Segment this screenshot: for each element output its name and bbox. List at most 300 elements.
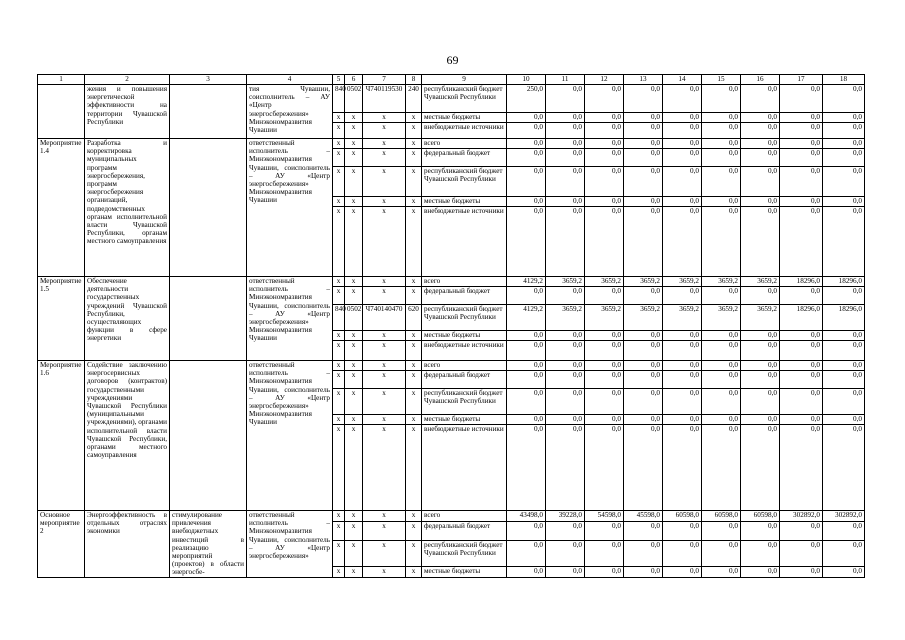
funding-source: республиканский бюджет Чувашской Республики (422, 305, 507, 331)
budget-code-c6: 0502 (345, 85, 363, 113)
budget-code-c7: Ч740140470 (363, 305, 406, 331)
funding-value: 0,0 (624, 207, 663, 277)
budget-code-c6: x (345, 425, 363, 511)
budget-code-c5: x (333, 361, 345, 371)
funding-source: всего (422, 361, 507, 371)
funding-value: 0,0 (624, 331, 663, 341)
funding-value: 4129,2 (507, 277, 546, 287)
funding-value: 60598,0 (663, 511, 702, 522)
funding-value: 0,0 (741, 167, 780, 197)
column-number: 4 (247, 75, 333, 85)
funding-value: 18296,0 (823, 305, 865, 331)
funding-source: местные бюджеты (422, 197, 507, 207)
funding-value: 0,0 (823, 361, 865, 371)
funding-value: 0,0 (507, 197, 546, 207)
budget-code-c7: x (363, 331, 406, 341)
funding-value: 0,0 (702, 149, 741, 167)
funding-value: 0,0 (585, 415, 624, 425)
funding-value: 18296,0 (780, 305, 823, 331)
column-number: 7 (363, 75, 406, 85)
funding-value: 0,0 (780, 149, 823, 167)
budget-code-c8: x (406, 415, 422, 425)
funding-value: 0,0 (507, 415, 546, 425)
funding-value: 0,0 (780, 123, 823, 139)
budget-code-c7: Ч740119530 (363, 85, 406, 113)
funding-value: 0,0 (663, 331, 702, 341)
budget-code-c5: x (333, 425, 345, 511)
budget-code-c7: x (363, 371, 406, 389)
funding-value: 0,0 (702, 371, 741, 389)
budget-code-c7: x (363, 277, 406, 287)
funding-value: 0,0 (624, 415, 663, 425)
funding-value: 0,0 (663, 371, 702, 389)
funding-value: 0,0 (507, 521, 546, 540)
budget-code-c5: x (333, 167, 345, 197)
funding-source: республиканский бюджет Чувашской Республики (422, 541, 507, 567)
funding-value: 0,0 (780, 521, 823, 540)
funding-value: 0,0 (585, 521, 624, 540)
budget-code-c5: x (333, 371, 345, 389)
budget-code-c8: x (406, 566, 422, 577)
funding-value: 0,0 (624, 425, 663, 511)
funding-value: 0,0 (780, 425, 823, 511)
funding-value: 0,0 (702, 139, 741, 149)
column-number: 5 (333, 75, 345, 85)
budget-code-c8: x (406, 521, 422, 540)
budget-code-c6: x (345, 113, 363, 123)
funding-value: 0,0 (663, 341, 702, 361)
funding-value: 0,0 (546, 371, 585, 389)
funding-value: 0,0 (780, 331, 823, 341)
budget-code-c8: x (406, 197, 422, 207)
measure-code (38, 85, 85, 139)
budget-code-c5: x (333, 207, 345, 277)
funding-value: 0,0 (624, 149, 663, 167)
budget-code-c8: x (406, 113, 422, 123)
funding-value: 0,0 (624, 287, 663, 305)
funding-value: 0,0 (585, 425, 624, 511)
budget-code-c5: x (333, 389, 345, 415)
budget-code-c5: x (333, 541, 345, 567)
funding-value: 0,0 (741, 541, 780, 567)
column-number: 18 (823, 75, 865, 85)
budget-code-c7: x (363, 566, 406, 577)
funding-value: 3659,2 (663, 277, 702, 287)
budget-code-c6: x (345, 511, 363, 522)
funding-value: 0,0 (702, 541, 741, 567)
funding-value: 0,0 (585, 389, 624, 415)
funding-value: 0,0 (663, 207, 702, 277)
funding-value: 0,0 (507, 113, 546, 123)
budget-code-c6: x (345, 415, 363, 425)
measure-goal (170, 361, 247, 511)
funding-value: 0,0 (546, 331, 585, 341)
budget-code-c5: x (333, 341, 345, 361)
measure-code: Мероприятие 1.4 (38, 139, 85, 277)
funding-value: 0,0 (585, 541, 624, 567)
funding-source: местные бюджеты (422, 113, 507, 123)
funding-value: 3659,2 (741, 305, 780, 331)
funding-value: 0,0 (663, 415, 702, 425)
funding-value: 0,0 (507, 287, 546, 305)
funding-value: 0,0 (585, 287, 624, 305)
funding-source: всего (422, 139, 507, 149)
table-row (38, 85, 865, 113)
funding-value: 0,0 (585, 149, 624, 167)
funding-source: федеральный бюджет (422, 521, 507, 540)
funding-value: 0,0 (546, 85, 585, 113)
funding-value: 3659,2 (546, 277, 585, 287)
budget-code-c8: x (406, 511, 422, 522)
measure-name: Разработка и корректировка муниципальных программ энергосбережения, программ энергосбережения организаций, подведомственных органам исполнительной власти Чувашской Республики, органам местного самоуправления (85, 139, 170, 277)
funding-value: 0,0 (823, 139, 865, 149)
column-number: 11 (546, 75, 585, 85)
funding-value: 0,0 (546, 149, 585, 167)
budget-code-c8: x (406, 207, 422, 277)
budget-code-c5: x (333, 511, 345, 522)
funding-value: 0,0 (546, 167, 585, 197)
funding-value: 0,0 (624, 167, 663, 197)
funding-source: федеральный бюджет (422, 287, 507, 305)
budget-code-c6: x (345, 167, 363, 197)
funding-value: 0,0 (780, 541, 823, 567)
funding-value: 0,0 (823, 197, 865, 207)
funding-value: 0,0 (741, 341, 780, 361)
funding-value: 45598,0 (624, 511, 663, 522)
funding-value: 0,0 (741, 331, 780, 341)
funding-value: 0,0 (624, 197, 663, 207)
budget-code-c8: x (406, 139, 422, 149)
funding-value: 0,0 (741, 521, 780, 540)
funding-source: местные бюджеты (422, 566, 507, 577)
funding-value: 0,0 (546, 123, 585, 139)
funding-value: 0,0 (780, 197, 823, 207)
funding-value: 0,0 (663, 123, 702, 139)
funding-value: 3659,2 (702, 277, 741, 287)
budget-code-c7: x (363, 287, 406, 305)
funding-value: 0,0 (741, 197, 780, 207)
funding-value: 43498,0 (507, 511, 546, 522)
column-number: 8 (406, 75, 422, 85)
budget-code-c7: x (363, 521, 406, 540)
funding-source: федеральный бюджет (422, 149, 507, 167)
funding-source: республиканский бюджет Чувашской Республики (422, 167, 507, 197)
budget-code-c6: x (345, 149, 363, 167)
funding-value: 0,0 (702, 287, 741, 305)
funding-value: 3659,2 (741, 277, 780, 287)
funding-value: 0,0 (823, 123, 865, 139)
funding-value: 0,0 (823, 389, 865, 415)
budget-code-c6: x (345, 331, 363, 341)
funding-value: 0,0 (546, 521, 585, 540)
column-number: 14 (663, 75, 702, 85)
funding-value: 3659,2 (702, 305, 741, 331)
funding-value: 0,0 (823, 287, 865, 305)
budget-code-c6: x (345, 287, 363, 305)
funding-value: 0,0 (585, 371, 624, 389)
funding-value: 0,0 (624, 389, 663, 415)
funding-value: 0,0 (663, 113, 702, 123)
budget-code-c5: 840 (333, 305, 345, 331)
funding-value: 0,0 (663, 425, 702, 511)
funding-source: внебюджетные источники (422, 123, 507, 139)
budget-code-c7: x (363, 149, 406, 167)
measure-code: Мероприятие 1.5 (38, 277, 85, 361)
funding-value: 3659,2 (546, 305, 585, 331)
funding-value: 0,0 (702, 341, 741, 361)
funding-value: 0,0 (507, 167, 546, 197)
funding-value: 0,0 (702, 167, 741, 197)
funding-value: 0,0 (780, 85, 823, 113)
table-body (38, 75, 865, 578)
funding-value: 0,0 (741, 149, 780, 167)
funding-value: 0,0 (702, 113, 741, 123)
budget-code-c6: x (345, 197, 363, 207)
measure-name: Обеспечение деятельности государственных учреждений Чувашской Республики, осуществляющих функции в сфере энергетики (85, 277, 170, 361)
budget-code-c5: x (333, 139, 345, 149)
table-row (38, 139, 865, 149)
funding-value: 0,0 (624, 139, 663, 149)
budget-code-c8: x (406, 167, 422, 197)
budget-code-c8: x (406, 541, 422, 567)
measure-goal (170, 277, 247, 361)
funding-value: 0,0 (546, 389, 585, 415)
funding-value: 3659,2 (663, 305, 702, 331)
funding-value: 0,0 (823, 541, 865, 567)
funding-value: 0,0 (585, 566, 624, 577)
funding-value: 0,0 (663, 167, 702, 197)
budget-code-c8: x (406, 277, 422, 287)
funding-value: 39228,0 (546, 511, 585, 522)
funding-value: 0,0 (624, 361, 663, 371)
funding-value: 0,0 (780, 167, 823, 197)
funding-value: 0,0 (741, 207, 780, 277)
funding-value: 0,0 (585, 85, 624, 113)
funding-source: республиканский бюджет Чувашской Республики (422, 389, 507, 415)
budget-code-c7: x (363, 113, 406, 123)
column-number: 16 (741, 75, 780, 85)
funding-value: 0,0 (546, 361, 585, 371)
funding-value: 0,0 (624, 113, 663, 123)
measure-goal (170, 85, 247, 139)
budget-code-c8: x (406, 341, 422, 361)
funding-value: 0,0 (823, 371, 865, 389)
budget-code-c8: x (406, 389, 422, 415)
funding-value: 0,0 (741, 371, 780, 389)
table-row (38, 277, 865, 287)
funding-value: 0,0 (741, 113, 780, 123)
budget-code-c8: x (406, 371, 422, 389)
funding-value: 0,0 (624, 85, 663, 113)
funding-value: 0,0 (507, 149, 546, 167)
funding-value: 0,0 (507, 425, 546, 511)
funding-value: 0,0 (585, 341, 624, 361)
budget-code-c7: x (363, 123, 406, 139)
funding-value: 0,0 (823, 113, 865, 123)
measure-executor: ответственный исполнитель – Минэкономразвития Чувашии, соисполнитель – АУ «Центр энергосбережения» Минэкономразвития Чувашии (247, 139, 333, 277)
budget-code-c7: x (363, 167, 406, 197)
funding-value: 0,0 (823, 167, 865, 197)
funding-value: 0,0 (741, 361, 780, 371)
funding-value: 0,0 (585, 207, 624, 277)
funding-value: 0,0 (702, 425, 741, 511)
budget-code-c6: x (345, 123, 363, 139)
funding-value: 0,0 (702, 415, 741, 425)
column-number: 2 (85, 75, 170, 85)
funding-value: 0,0 (741, 389, 780, 415)
measure-code: Основное мероприятие 2 (38, 511, 85, 578)
budget-code-c7: x (363, 197, 406, 207)
budget-code-c8: x (406, 425, 422, 511)
column-number: 1 (38, 75, 85, 85)
funding-value: 0,0 (624, 521, 663, 540)
funding-value: 0,0 (546, 207, 585, 277)
funding-value: 0,0 (702, 197, 741, 207)
funding-value: 0,0 (663, 389, 702, 415)
budget-code-c6: x (345, 521, 363, 540)
page-number: 69 (446, 53, 459, 67)
funding-value: 0,0 (780, 361, 823, 371)
funding-value: 0,0 (702, 85, 741, 113)
funding-value: 0,0 (507, 361, 546, 371)
column-number: 3 (170, 75, 247, 85)
column-number-row (38, 75, 865, 85)
budget-code-c7: x (363, 541, 406, 567)
funding-source: внебюджетные источники (422, 207, 507, 277)
funding-value: 0,0 (780, 566, 823, 577)
funding-value: 0,0 (741, 415, 780, 425)
budget-table (37, 74, 865, 578)
funding-value: 0,0 (823, 415, 865, 425)
funding-value: 0,0 (780, 341, 823, 361)
funding-value: 0,0 (780, 287, 823, 305)
funding-value: 0,0 (585, 331, 624, 341)
funding-value: 0,0 (507, 139, 546, 149)
column-number: 12 (585, 75, 624, 85)
funding-value: 4129,2 (507, 305, 546, 331)
budget-code-c6: x (345, 361, 363, 371)
funding-value: 18296,0 (780, 277, 823, 287)
funding-value: 0,0 (546, 415, 585, 425)
funding-value: 302892,0 (823, 511, 865, 522)
funding-value: 0,0 (507, 389, 546, 415)
funding-value: 0,0 (624, 341, 663, 361)
funding-value: 0,0 (823, 85, 865, 113)
budget-code-c8: x (406, 149, 422, 167)
budget-code-c6: x (345, 541, 363, 567)
funding-value: 60598,0 (741, 511, 780, 522)
funding-value: 0,0 (823, 425, 865, 511)
budget-code-c5: x (333, 331, 345, 341)
funding-source: федеральный бюджет (422, 371, 507, 389)
budget-code-c5: x (333, 287, 345, 305)
funding-value: 0,0 (507, 331, 546, 341)
funding-value: 0,0 (546, 113, 585, 123)
funding-value: 0,0 (585, 113, 624, 123)
budget-code-c7: x (363, 415, 406, 425)
budget-code-c8: x (406, 123, 422, 139)
funding-value: 0,0 (702, 566, 741, 577)
funding-value: 0,0 (823, 331, 865, 341)
funding-value: 54598,0 (585, 511, 624, 522)
funding-value: 0,0 (585, 123, 624, 139)
funding-value: 0,0 (585, 197, 624, 207)
table-row (38, 361, 865, 371)
budget-code-c5: x (333, 521, 345, 540)
funding-value: 0,0 (585, 167, 624, 197)
funding-value: 0,0 (663, 287, 702, 305)
budget-code-c6: x (345, 389, 363, 415)
funding-value: 0,0 (507, 341, 546, 361)
funding-value: 302892,0 (780, 511, 823, 522)
funding-value: 3659,2 (624, 277, 663, 287)
budget-code-c8: 240 (406, 85, 422, 113)
funding-value: 0,0 (823, 341, 865, 361)
funding-source: внебюджетные источники (422, 341, 507, 361)
funding-value: 0,0 (663, 361, 702, 371)
funding-value: 0,0 (663, 149, 702, 167)
funding-value: 0,0 (507, 541, 546, 567)
funding-value: 0,0 (741, 566, 780, 577)
budget-code-c6: x (345, 371, 363, 389)
funding-value: 0,0 (546, 139, 585, 149)
funding-value: 0,0 (507, 371, 546, 389)
measure-executor: ответственный исполнитель – Минэкономразвития Чувашии, соисполнитель – АУ «Центр энергосбережения» Минэкономразвития Чувашии (247, 361, 333, 511)
budget-code-c7: x (363, 361, 406, 371)
budget-code-c5: x (333, 123, 345, 139)
funding-value: 0,0 (624, 123, 663, 139)
funding-value: 0,0 (624, 371, 663, 389)
funding-value: 0,0 (741, 85, 780, 113)
budget-code-c7: x (363, 341, 406, 361)
funding-value: 3659,2 (585, 277, 624, 287)
column-number: 13 (624, 75, 663, 85)
funding-value: 0,0 (823, 207, 865, 277)
funding-value: 0,0 (741, 139, 780, 149)
funding-value: 0,0 (663, 197, 702, 207)
funding-value: 0,0 (663, 541, 702, 567)
funding-value: 0,0 (823, 149, 865, 167)
budget-code-c7: x (363, 425, 406, 511)
funding-value: 3659,2 (624, 305, 663, 331)
funding-value: 0,0 (507, 123, 546, 139)
funding-value: 0,0 (585, 139, 624, 149)
funding-value: 0,0 (663, 566, 702, 577)
funding-source: всего (422, 511, 507, 522)
budget-code-c5: x (333, 197, 345, 207)
column-number: 6 (345, 75, 363, 85)
funding-value: 0,0 (702, 207, 741, 277)
funding-source: всего (422, 277, 507, 287)
funding-source: местные бюджеты (422, 415, 507, 425)
funding-value: 0,0 (624, 566, 663, 577)
column-number: 17 (780, 75, 823, 85)
budget-code-c7: x (363, 511, 406, 522)
funding-value: 60598,0 (702, 511, 741, 522)
funding-source: местные бюджеты (422, 331, 507, 341)
measure-goal (170, 139, 247, 277)
funding-value: 0,0 (823, 521, 865, 540)
measure-executor: ответственный исполнитель – Минэкономразвития Чувашии, соисполнитель – АУ «Центр энергосбережения» (247, 511, 333, 578)
column-number: 15 (702, 75, 741, 85)
budget-code-c8: x (406, 361, 422, 371)
column-number: 10 (507, 75, 546, 85)
table-row (38, 511, 865, 522)
funding-value: 0,0 (546, 566, 585, 577)
measure-code: Мероприятие 1.6 (38, 361, 85, 511)
funding-value: 0,0 (780, 415, 823, 425)
funding-value: 0,0 (663, 521, 702, 540)
